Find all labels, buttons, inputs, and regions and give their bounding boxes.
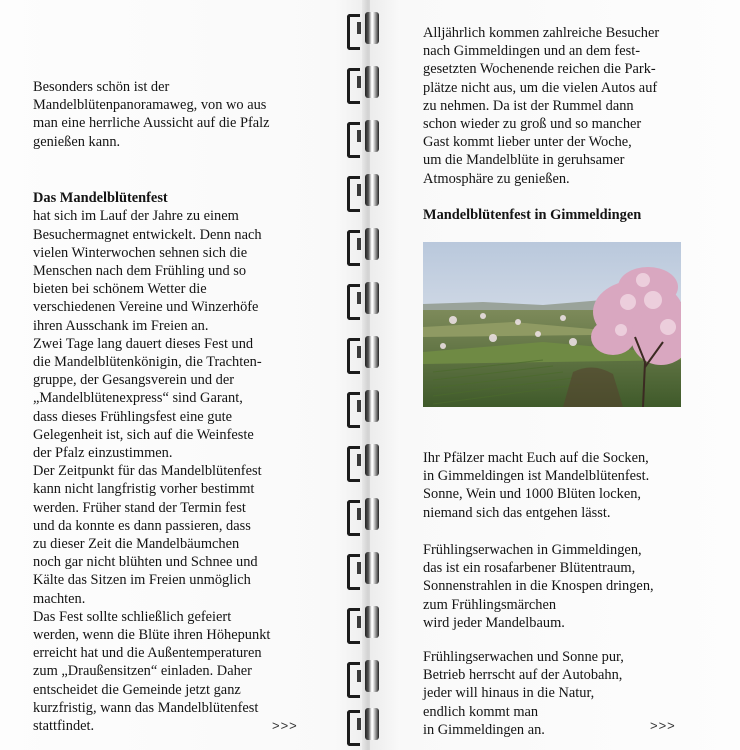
photo-heading: Mandelblütenfest in Gimmeldingen <box>423 207 642 223</box>
binding-coil <box>343 172 389 210</box>
binding-coil <box>343 388 389 426</box>
almond-blossom-photo <box>423 242 681 407</box>
festival-section <box>33 171 343 735</box>
festival-body: hat sich im Lauf der Jahre zu einem Besuchermagnet entwickelt. Denn nach vielen Winterwochen sehnen sich die Menschen nach dem Frühling und so bieten bei schönem Wetter die verschiedenen Vereine und Winzerhöfe ihren Ausschank im Freien an. Zwei Tage lang dauert dieses Fest und die Mandelblütenkönigin, die Trachten- gruppe, der Gesangsverein und der „Mandelblütenexpress“ sind Garant, dass dieses Frühlingsfest eine gute Gelegenheit ist, sich auf die Weinfeste der Pfalz einzustimmen. Der Zeitpunkt für das Mandelblütenfest kann nicht langfristig vorher bestimmt werden. Früher stand der Termin fest und da konnte es dann passieren, dass zu dieser Zeit die Mandelbäumchen noch gar nicht blühten und Schnee und Kälte das Sitzen im Freien unmöglich machten. Das Fest sollte schließlich gefeiert werden, wenn die Blüte ihren Höhepunkt erreicht hat und die Außentemperaturen zum „Draußensitzen“ einladen. Daher entscheidet die Gemeinde jetzt ganz kurzfristig, wann das Mandelblütenfest stattfindet. <box>33 208 271 735</box>
binding-coil <box>343 658 389 696</box>
binding-coil <box>343 226 389 264</box>
binding-coil <box>343 64 389 102</box>
poem-stanza-1: Ihr Pfälzer macht Euch auf die Socken, in Gimmeldingen ist Mandelblütenfest. Sonne, Wein und 1000 Blüten locken, niemand sich das entgehen lässt. <box>423 450 650 521</box>
binding-coil <box>343 10 389 48</box>
binding-coil <box>343 442 389 480</box>
visitors-paragraph: Alljährlich kommen zahlreiche Besucher nach Gimmeldingen und an dem fest- gesetzten Wochenende reichen die Park- plätze nicht aus, um die vielen Autos auf zu nehmen. Da ist der Rummel dann schon wieder zu groß und so mancher Gast kommt lieber unter der Woche, um die Mandelblüte in geruhsamer Atmosphäre zu genießen. <box>423 25 660 187</box>
binding-coil <box>343 496 389 534</box>
binding-coil <box>343 706 389 744</box>
festival-heading: Das Mandelblütenfest <box>33 190 168 207</box>
poem-stanza-2: Frühlingserwachen in Gimmeldingen, das ist ein rosafarbener Blütentraum, Sonnenstrahlen in die Knospen dringen, zum Frühlingsmärchen wird jeder Mandelbaum. <box>423 542 654 631</box>
poem-stanza-3: Frühlingserwachen und Sonne pur, Betrieb herrscht auf der Autobahn, jeder will hinaus in die Natur, endlich kommt man in Gimmeldingen an. <box>423 649 624 738</box>
binding-coil <box>343 118 389 156</box>
continue-marker-left: >>> <box>272 718 298 733</box>
left-page <box>0 0 365 750</box>
binding-coil <box>343 550 389 588</box>
binding-coil <box>343 280 389 318</box>
binding-coil <box>343 604 389 642</box>
panorama-paragraph: Besonders schön ist der Mandelblütenpanoramaweg, von wo aus man eine herrliche Aussicht auf die Pfalz genießen kann. <box>33 79 270 150</box>
continue-marker-right: >>> <box>650 718 676 733</box>
binding-coil <box>343 334 389 372</box>
